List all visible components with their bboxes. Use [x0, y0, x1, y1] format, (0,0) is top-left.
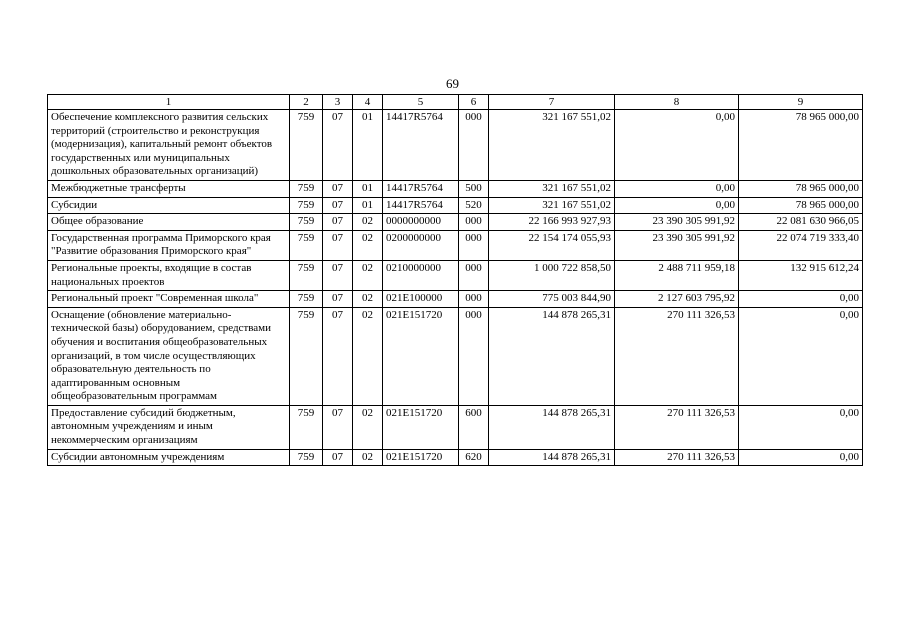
expense-type-cell: 000 — [459, 260, 489, 290]
subsection-code-cell: 01 — [353, 197, 383, 214]
section-code-cell: 07 — [323, 214, 353, 231]
amount-col-8-cell: 2 127 603 795,92 — [615, 291, 739, 308]
target-article-cell: 021E100000 — [383, 291, 459, 308]
amount-col-9-cell: 0,00 — [739, 449, 863, 466]
subsection-code-cell: 02 — [353, 291, 383, 308]
amount-col-9-cell: 22 081 630 966,05 — [739, 214, 863, 231]
header-cell-col-3: 3 — [323, 95, 353, 110]
subsection-code-cell: 02 — [353, 449, 383, 466]
row-name-cell: Обеспечение комплексного развития сельских территорий (строительство и реконструкция (модернизация), капитальный ремонт объектов государственных или муниципальных дошкольных образовательных организаций) — [48, 110, 290, 181]
amount-col-9-cell: 0,00 — [739, 291, 863, 308]
subsection-code-cell: 02 — [353, 307, 383, 405]
target-article-cell: 0200000000 — [383, 230, 459, 260]
expense-type-cell: 000 — [459, 214, 489, 231]
amount-col-7-cell: 144 878 265,31 — [489, 307, 615, 405]
amount-col-9-cell: 0,00 — [739, 307, 863, 405]
target-article-cell: 021E151720 — [383, 307, 459, 405]
row-name-cell: Субсидии — [48, 197, 290, 214]
ministry-code-cell: 759 — [290, 230, 323, 260]
ministry-code-cell: 759 — [290, 110, 323, 181]
table-row — [48, 291, 863, 308]
section-code-cell: 07 — [323, 449, 353, 466]
target-article-cell: 14417R5764 — [383, 110, 459, 181]
expense-type-cell: 000 — [459, 307, 489, 405]
section-code-cell: 07 — [323, 197, 353, 214]
amount-col-8-cell: 270 111 326,53 — [615, 307, 739, 405]
subsection-code-cell: 02 — [353, 405, 383, 449]
row-name-cell: Предоставление субсидий бюджетным, автономным учреждениям и иным некоммерческим организациям — [48, 405, 290, 449]
row-name-cell: Общее образование — [48, 214, 290, 231]
amount-col-7-cell: 321 167 551,02 — [489, 180, 615, 197]
expense-type-cell: 000 — [459, 110, 489, 181]
row-name-cell: Субсидии автономным учреждениям — [48, 449, 290, 466]
section-code-cell: 07 — [323, 405, 353, 449]
amount-col-7-cell: 144 878 265,31 — [489, 405, 615, 449]
section-code-cell: 07 — [323, 291, 353, 308]
ministry-code-cell: 759 — [290, 307, 323, 405]
target-article-cell: 14417R5764 — [383, 197, 459, 214]
table-row — [48, 110, 863, 181]
ministry-code-cell: 759 — [290, 449, 323, 466]
table-row — [48, 214, 863, 231]
amount-col-7-cell: 321 167 551,02 — [489, 110, 615, 181]
header-cell-col-5: 5 — [383, 95, 459, 110]
amount-col-9-cell: 78 965 000,00 — [739, 110, 863, 181]
page-number: 69 — [446, 76, 459, 91]
expense-type-cell: 620 — [459, 449, 489, 466]
amount-col-7-cell: 22 154 174 055,93 — [489, 230, 615, 260]
amount-col-8-cell: 0,00 — [615, 180, 739, 197]
amount-col-7-cell: 321 167 551,02 — [489, 197, 615, 214]
amount-col-9-cell: 0,00 — [739, 405, 863, 449]
section-code-cell: 07 — [323, 230, 353, 260]
table-row — [48, 180, 863, 197]
amount-col-9-cell: 22 074 719 333,40 — [739, 230, 863, 260]
expense-type-cell: 500 — [459, 180, 489, 197]
amount-col-8-cell: 270 111 326,53 — [615, 449, 739, 466]
header-cell-col-9: 9 — [739, 95, 863, 110]
section-code-cell: 07 — [323, 260, 353, 290]
subsection-code-cell: 01 — [353, 110, 383, 181]
row-name-cell: Оснащение (обновление материально-технической базы) оборудованием, средствами обучения и воспитания общеобразовательных организаций, в том числе осуществляющих образовательную деятельность по адаптированным основным общеобразовательным программам — [48, 307, 290, 405]
row-name-cell: Региональные проекты, входящие в состав национальных проектов — [48, 260, 290, 290]
table-row — [48, 449, 863, 466]
amount-col-8-cell: 0,00 — [615, 110, 739, 181]
ministry-code-cell: 759 — [290, 405, 323, 449]
table-row — [48, 197, 863, 214]
ministry-code-cell: 759 — [290, 260, 323, 290]
target-article-cell: 0000000000 — [383, 214, 459, 231]
expense-type-cell: 600 — [459, 405, 489, 449]
header-row — [48, 95, 863, 110]
header-cell-col-8: 8 — [615, 95, 739, 110]
header-cell-col-1: 1 — [48, 95, 290, 110]
expense-type-cell: 520 — [459, 197, 489, 214]
amount-col-7-cell: 22 166 993 927,93 — [489, 214, 615, 231]
row-name-cell: Межбюджетные трансферты — [48, 180, 290, 197]
amount-col-8-cell: 0,00 — [615, 197, 739, 214]
target-article-cell: 0210000000 — [383, 260, 459, 290]
header-cell-col-7: 7 — [489, 95, 615, 110]
target-article-cell: 14417R5764 — [383, 180, 459, 197]
target-article-cell: 021E151720 — [383, 449, 459, 466]
table-row — [48, 260, 863, 290]
table-row — [48, 230, 863, 260]
section-code-cell: 07 — [323, 307, 353, 405]
amount-col-7-cell: 1 000 722 858,50 — [489, 260, 615, 290]
amount-col-9-cell: 78 965 000,00 — [739, 180, 863, 197]
header-cell-col-4: 4 — [353, 95, 383, 110]
ministry-code-cell: 759 — [290, 291, 323, 308]
subsection-code-cell: 02 — [353, 260, 383, 290]
header-cell-col-2: 2 — [290, 95, 323, 110]
table-row — [48, 307, 863, 405]
expense-type-cell: 000 — [459, 230, 489, 260]
amount-col-7-cell: 144 878 265,31 — [489, 449, 615, 466]
amount-col-7-cell: 775 003 844,90 — [489, 291, 615, 308]
amount-col-8-cell: 23 390 305 991,92 — [615, 230, 739, 260]
table-row — [48, 405, 863, 449]
row-name-cell: Государственная программа Приморского края "Развитие образования Приморского края" — [48, 230, 290, 260]
budget-table — [47, 94, 863, 466]
row-name-cell: Региональный проект "Современная школа" — [48, 291, 290, 308]
section-code-cell: 07 — [323, 180, 353, 197]
amount-col-8-cell: 2 488 711 959,18 — [615, 260, 739, 290]
amount-col-9-cell: 78 965 000,00 — [739, 197, 863, 214]
subsection-code-cell: 01 — [353, 180, 383, 197]
amount-col-8-cell: 270 111 326,53 — [615, 405, 739, 449]
section-code-cell: 07 — [323, 110, 353, 181]
ministry-code-cell: 759 — [290, 214, 323, 231]
header-cell-col-6: 6 — [459, 95, 489, 110]
ministry-code-cell: 759 — [290, 180, 323, 197]
ministry-code-cell: 759 — [290, 197, 323, 214]
subsection-code-cell: 02 — [353, 230, 383, 260]
subsection-code-cell: 02 — [353, 214, 383, 231]
target-article-cell: 021E151720 — [383, 405, 459, 449]
amount-col-8-cell: 23 390 305 991,92 — [615, 214, 739, 231]
amount-col-9-cell: 132 915 612,24 — [739, 260, 863, 290]
expense-type-cell: 000 — [459, 291, 489, 308]
